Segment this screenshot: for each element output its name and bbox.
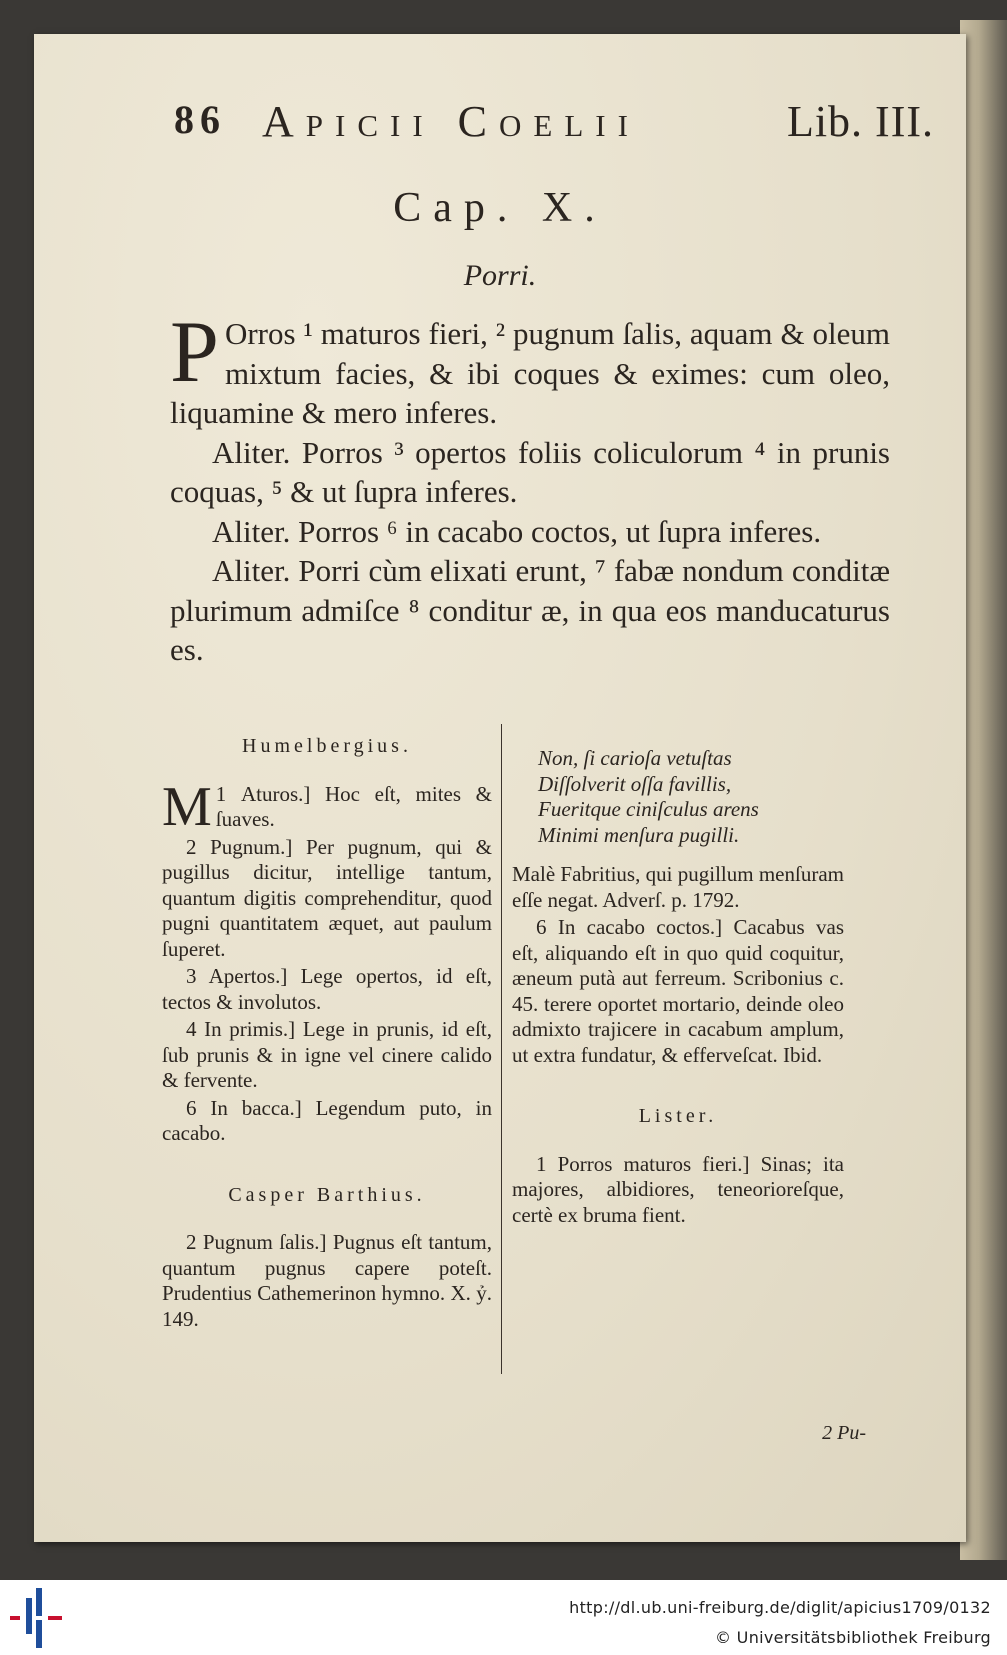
verse-line: Minimi menſura pugilli. [538, 822, 740, 847]
book-page [34, 34, 966, 1542]
note-1-number: 1 [215, 781, 227, 806]
page-edge [960, 20, 1007, 1560]
verse-line: Fueritque ciniſculus arens [538, 797, 759, 821]
column-divider [501, 724, 502, 1374]
notes-heading-barthius: Casper Barthius. [228, 1183, 426, 1206]
notes-heading-humelbergius: Humelbergius. [242, 735, 412, 757]
paragraph-4: Aliter. Porri cùm elixati erunt, ⁷ fabæ nondum conditæ plurimum admiſce ⁸ conditur æ, in qua eos manducaturus es. [170, 553, 890, 667]
note-barthius-2: 2 Pugnum ſalis.] Pugnus eſt tantum, quantum pugnus capere poteſt. Prudentius Cathemerinon hymno. X. ỷ. 149. [162, 1230, 492, 1331]
note-cacabo: 6 In cacabo coctos.] Cacabus vas eſt, aliquando eſt in quo quid coquitur, æneum putà aut ferreum. Scribonius c. 45. terere oportet mortario, deinde oleo admixto trajicere in cacabum amplum, ut extra fundatur, & efferveſcat. Ibid. [512, 915, 844, 1067]
paragraph-1-text: Orros ¹ maturos fieri, ² pugnum ſalis, aquam & oleum mixtum facies, & ibi coques & eximes: cum oleo, liquamine & mero inferes. [170, 316, 890, 430]
paragraph-3: Aliter. Porros ⁶ in cacabo coctos, ut ſupra inferes. [212, 513, 822, 549]
note-lister-1: 1 Porros maturos fieri.] Sinas; ita majores, albidiores, teneorioreſque, certè ex bruma fient. [512, 1151, 844, 1227]
main-text [170, 304, 890, 670]
running-title: Apicii Coelii [262, 97, 640, 146]
viewer-footer [0, 1580, 1007, 1655]
running-header [174, 96, 934, 156]
drop-cap: P [170, 304, 219, 401]
book-number: Lib. III. [786, 97, 934, 146]
chapter-title: Cap. X. [393, 185, 607, 231]
notes-right-column [512, 746, 844, 1230]
paragraph-1 [170, 304, 890, 433]
verse-line: Non, ſi carioſa vetuſtas [538, 746, 732, 770]
notes-left-column [162, 734, 492, 1334]
permalink[interactable]: http://dl.ub.uni-freiburg.de/diglit/apicius1709/0132 [569, 1598, 991, 1617]
catchword: 2 Pu- [822, 1422, 866, 1444]
chapter-subtitle: Porri. [463, 259, 537, 292]
note-4: 4 In primis.] Lege in prunis, id eſt, ſub prunis & in igne vel cinere calido & fervente. [162, 1017, 492, 1092]
note-6: 6 In bacca.] Legendum puto, in cacabo. [162, 1095, 492, 1145]
paragraph-2: Aliter. Porros ³ opertos foliis coliculorum ⁴ in prunis coquas, ⁵ & ut ſupra inferes. [170, 434, 890, 509]
note-drop-cap: M [162, 775, 212, 838]
verse-line: Diſſolverit oſſa favillis, [538, 771, 732, 796]
notes-heading-lister: Lister. [638, 1105, 718, 1127]
copyright-notice: © Universitätsbibliothek Freiburg [715, 1628, 991, 1647]
library-logo-icon [8, 1588, 66, 1648]
note-3: 3 Apertos.] Lege opertos, id eſt, tectos & involutos. [162, 964, 492, 1014]
note-1-text: Aturos.] Hoc eſt, mites & ſuaves. [215, 781, 493, 831]
note-1 [162, 775, 493, 838]
note-2: 2 Pugnum.] Per pugnum, qui & pugillus dicitur, intellige tantum, quantum digitis comprehenditur, quod pugni quantitatem æquet, aut paulum ſuperet. [162, 834, 492, 961]
note-fabritius: Malè Fabritius, qui pugillum menſuram eſſe negat. Adverſ. p. 1792. [512, 862, 844, 912]
page-number: 86 [174, 97, 226, 142]
